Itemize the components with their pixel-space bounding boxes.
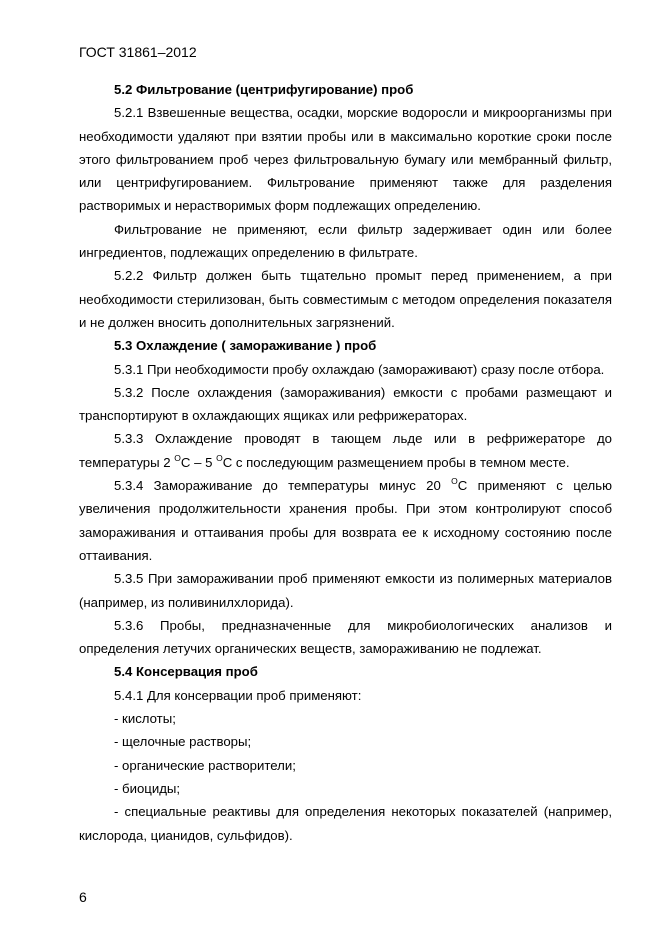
paragraph-5-3-1: 5.3.1 При необходимости пробу охлаждаю (замораживают) сразу после отбора.: [114, 361, 605, 377]
section-5-4-heading: 5.4 Консервация проб: [114, 664, 258, 680]
section-5-2-heading: 5.2 Фильтрование (центрифугирование) проб: [114, 82, 414, 97]
degree-superscript: О: [216, 452, 223, 463]
paragraph-5-3-6: 5.3.6 Пробы, предназначенные для микробиологических анализов и определения летучих органических веществ, замораживанию не подлежат.: [79, 617, 612, 657]
list-item: - специальные реактивы для определения некоторых показателей (например, кислорода, цианидов, сульфидов).: [79, 804, 612, 843]
paragraph-5-3-4-text-b: С применяют с целью увеличения продолжительности хранения пробы. При этом контролируют способ замораживания и оттаивания пробы для возврата ее к исходному состоянию после оттаивания.: [79, 478, 612, 563]
document-header: ГОСТ 31861–2012: [79, 44, 197, 60]
paragraph-5-3-3-text-c: С с последующим размещением пробы в темном месте.: [222, 454, 570, 470]
paragraph-5-3-5: 5.3.5 При замораживании проб применяют емкости из полимерных материалов (например, из поливинилхлорида).: [79, 571, 612, 610]
paragraph-5-3-4-text-a: 5.3.4 Замораживание до температуры минус 20: [114, 478, 452, 494]
page-number: 6: [79, 889, 87, 905]
list-item: - биоциды;: [114, 780, 181, 796]
section-5-3-heading: 5.3 Охлаждение ( замораживание ) проб: [114, 338, 377, 354]
paragraph-5-2-1-note: Фильтрование не применяют, если фильтр задерживает один или более ингредиентов, подлежащих определению в фильтрате.: [79, 221, 612, 261]
paragraph-5-4-1: 5.4.1 Для консервации проб применяют:: [114, 687, 362, 703]
paragraph-5-2-2: 5.2.2 Фильтр должен быть тщательно промыт перед применением, а при необходимости стерилизован, быть совместимым с методом определения показателя и не должен вносить дополнительных загрязнений.: [79, 268, 612, 330]
degree-superscript: О: [451, 476, 458, 487]
paragraph-5-3-4: [79, 474, 612, 567]
paragraph-5-3-3-text-b: С – 5: [180, 454, 217, 470]
list-item: - щелочные растворы;: [114, 734, 252, 750]
paragraph-5-3-3: [79, 427, 612, 474]
paragraph-5-3-2: 5.3.2 После охлаждения (замораживания) емкости с пробами размещают и транспортируют в охлаждающих ящиках или рефрижераторах.: [79, 384, 612, 424]
paragraph-5-3-3-text-a: 5.3.3 Охлаждение проводят в тающем льде или в рефрижераторе до температуры 2: [79, 431, 612, 470]
document-body: [79, 78, 612, 847]
list-item: - органические растворители;: [114, 757, 296, 773]
paragraph-5-2-1: 5.2.1 Взвешенные вещества, осадки, морские водоросли и микроорганизмы при необходимости удаляют при взятии пробы или в максимально короткие сроки после этого фильтрованием проб через фильтровальную бумагу или мембранный фильтр, или центрифугированием. Фильтрование применяют также для разделения растворимых и нерастворимых форм подлежащих определению.: [79, 105, 612, 214]
degree-superscript: О: [174, 452, 181, 463]
list-item: - кислоты;: [114, 711, 176, 727]
